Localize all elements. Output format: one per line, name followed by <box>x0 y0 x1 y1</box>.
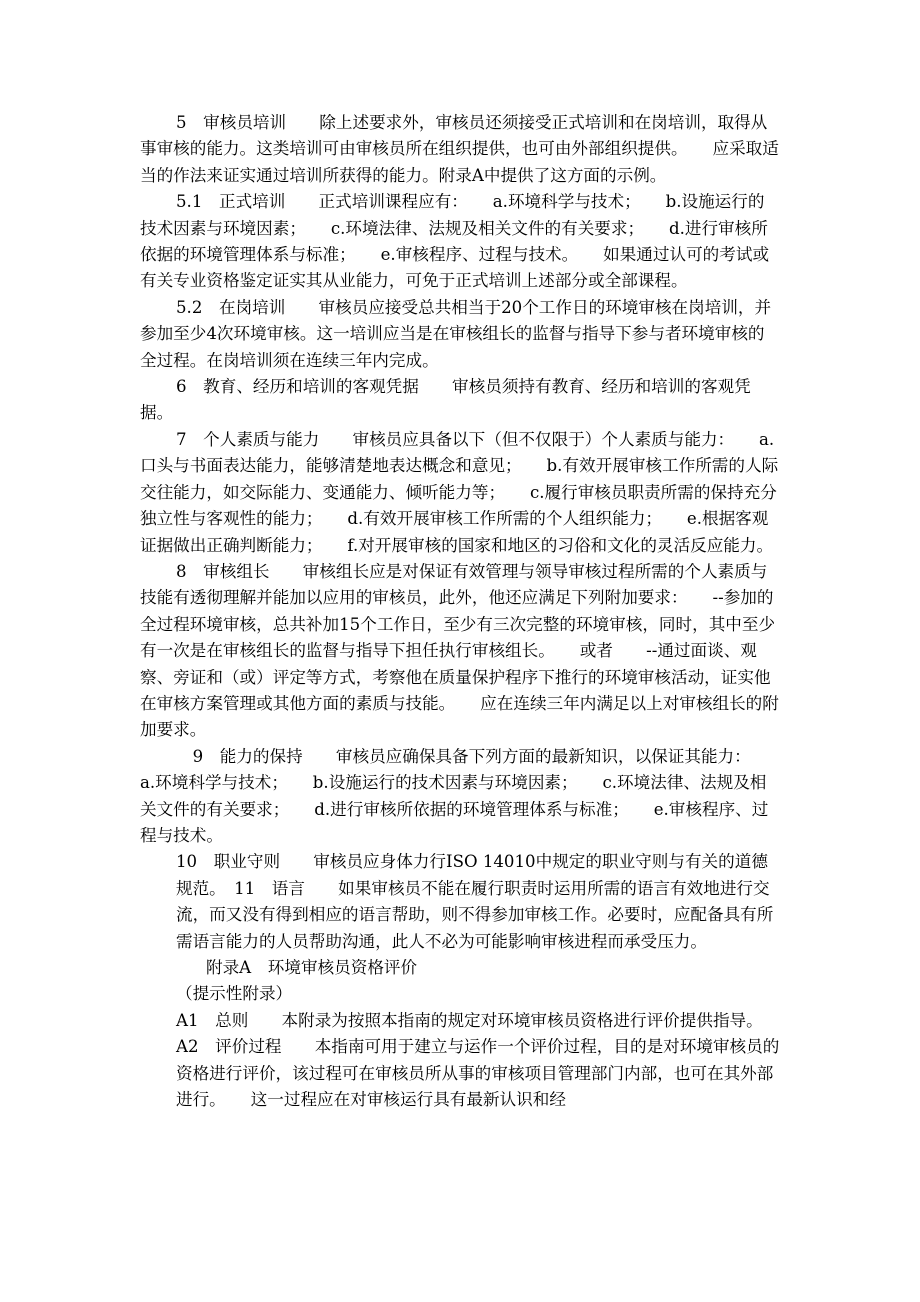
section-7-paragraph: 7 个人素质与能力 审核员应具备以下（但不仅限于）个人素质与能力： a.口头与书面表达能力，能够清楚地表达概念和意见； b.有效开展审核工作所需的人际交往能力，如交际能力、变通能力、倾听能力等； c.履行审核员职责所需的保持充分独立性与客观性的能力； d.有效开展审核工作所需的个人组织能力； e.根据客观证据做出正确判断能力； f.对开展审核的国家和地区的习俗和文化的灵活反应能力。 <box>140 429 779 555</box>
appendix-a-note: （提示性附录） <box>176 984 293 1004</box>
section-6-paragraph: 6 教育、经历和培训的客观凭据 审核员须持有教育、经历和培训的客观凭据。 <box>140 377 751 423</box>
section-8-paragraph: 8 审核组长 审核组长应是对保证有效管理与领导审核过程所需的个人素质与技能有透彻理解并能加以应用的审核员，此外，他还应满足下列附加要求： --参加的全过程环境审核，总共补加15个工作日，至少有三次完整的环境审核，同时，其中至少有一次是在审核组长的监督与指导下担任执行审核组长。 或者 --通过面谈、观察、旁证和（或）评定等方式，考察他在质量保护程序下推行的环境审核活动，证实他在审核方案管理或其他方面的素质与技能。 应在连续三年内满足以上对审核组长的附加要求。 <box>140 561 779 740</box>
section-a2-paragraph: A2 评价过程 本指南可用于建立与运作一个评价过程，目的是对环境审核员的资格进行评价，该过程可在审核员所从事的审核项目管理部门内部，也可在其外部进行。 这一过程应在对审核运行具有最新认识和经 <box>176 1037 780 1110</box>
document-body <box>140 110 780 1113</box>
section-5-1-paragraph: 5.1 正式培训 正式培训课程应有： a.环境科学与技术； b.设施运行的技术因素与环境因素； c.环境法律、法规及相关文件的有关要求； d.进行审核所依据的环境管理体系与标准； e.审核程序、过程与技术。 如果通过认可的考试或有关专业资格鉴定证实其从业能力，可免于正式培训上述部分或全部课程。 <box>140 192 770 291</box>
section-9-paragraph: 9 能力的保持 审核员应确保具备下列方面的最新知识，以保证其能力： a.环境科学与技术； b.设施运行的技术因素与环境因素； c.环境法律、法规及相关文件的有关要求； d.进行审核所依据的环境管理体系与标准； e.审核程序、过程与技术。 <box>140 746 776 845</box>
section-a1-paragraph: A1 总则 本附录为按照本指南的规定对环境审核员资格进行评价提供指导。 <box>176 1010 763 1030</box>
section-5-paragraph: 5 审核员培训 除上述要求外，审核员还须接受正式培训和在岗培训，取得从事审核的能力。这类培训可由审核员所在组织提供，也可由外部组织提供。 应采取适当的作法来证实通过培训所获得的能力。附录A中提供了这方面的示例。 <box>140 113 779 185</box>
appendix-a-title: 附录A 环境审核员资格评价 <box>206 958 418 977</box>
section-5-2-paragraph: 5.2 在岗培训 审核员应接受总共相当于20个工作日的环境审核在岗培训，并参加至少4次环境审核。这一培训应当是在审核组长的监督与指导下参与者环境审核的全过程。在岗培训须在连续三年内完成。 <box>140 297 772 370</box>
section-10-11-paragraph: 10 职业守则 审核员应身体力行ISO 14010中规定的职业守则与有关的道德规范。 11 语言 如果审核员不能在履行职责时运用所需的语言有效地进行交流，而又没有得到相应的语言帮助，则不得参加审核工作。必要时，应配备具有所需语言能力的人员帮助沟通，此人不必为可能影响审核进程而承受压力。 <box>176 852 774 951</box>
